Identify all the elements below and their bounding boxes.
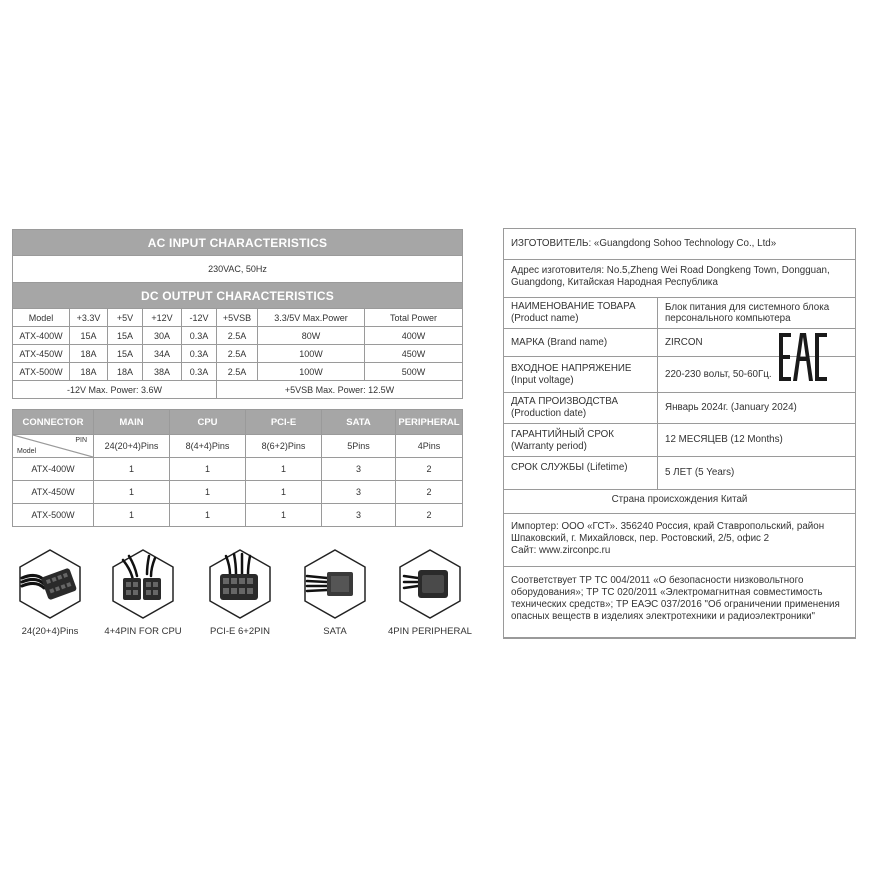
col-cpu: CPU: [170, 410, 246, 435]
pin-model-cell: [13, 435, 94, 458]
dc-cell: 100W: [258, 363, 365, 381]
dc-cell: 34A: [143, 345, 182, 363]
power-spec-table: [12, 229, 463, 399]
main-connector: [5, 548, 95, 637]
connector-cell: 2: [396, 481, 463, 504]
peripheral-connector: [385, 548, 475, 637]
col-main: MAIN: [94, 410, 170, 435]
dc-footer-row: [13, 381, 463, 399]
pcie-connector: [195, 548, 285, 637]
dc-cell: 100W: [258, 345, 365, 363]
cpu-connector: [98, 548, 188, 637]
production-date-row: [504, 393, 855, 424]
dc-cell: 2.5A: [217, 327, 258, 345]
connector-cell: ATX-400W: [13, 458, 94, 481]
col-peripheral: PERIPHERAL: [396, 410, 463, 435]
dc-cell: 15A: [108, 345, 143, 363]
dc-row: [13, 327, 463, 345]
connector-cell: ATX-450W: [13, 481, 94, 504]
product-name-value: Блок питания для системного блока персонального компьютера: [657, 298, 855, 328]
manufacturer-text: ИЗГОТОВИТЕЛЬ: «Guangdong Sohoo Technology Co., Ltd»: [511, 238, 777, 249]
ac-input-value: 230VAC, 50Hz: [13, 256, 463, 283]
dc-col-total-power: Total Power: [365, 309, 463, 327]
connector-cell: 1: [170, 504, 246, 527]
dc-row: [13, 345, 463, 363]
dc-cell: 2.5A: [217, 345, 258, 363]
dc-col-5vsb: +5VSB: [217, 309, 258, 327]
molex-4pin-icon: [396, 548, 464, 620]
ac-input-title: AC INPUT CHARACTERISTICS: [13, 230, 463, 256]
connector-cell: 1: [170, 458, 246, 481]
origin-row: [504, 490, 855, 514]
dc-cell: 0.3A: [182, 363, 217, 381]
model-label: Model: [17, 448, 37, 455]
origin-text: Страна происхождения Китай: [611, 494, 748, 505]
compliance-row: [504, 567, 855, 638]
dc-row: [13, 363, 463, 381]
connector-cell: 1: [246, 504, 322, 527]
connector-cell: 1: [170, 481, 246, 504]
pcie-connector-label: PCI-E 6+2PIN: [210, 626, 270, 637]
connector-row: [13, 504, 463, 527]
pins-sata: 5Pins: [322, 435, 396, 458]
connector-cell: ATX-500W: [13, 504, 94, 527]
5vsb-max-power: +5VSB Max. Power: 12.5W: [217, 381, 463, 399]
brand-label: МАРКА (Brand name): [511, 336, 608, 348]
dc-col-5v: +5V: [108, 309, 143, 327]
connector-cell: 2: [396, 458, 463, 481]
warranty-row: [504, 424, 855, 457]
dc-col-model: Model: [13, 309, 70, 327]
dc-cell: 30A: [143, 327, 182, 345]
connector-cell: 2: [396, 504, 463, 527]
pins-pcie: 8(6+2)Pins: [246, 435, 322, 458]
brand-value: ZIRCON: [657, 329, 855, 356]
connector-cell: 1: [94, 458, 170, 481]
dc-output-title: DC OUTPUT CHARACTERISTICS: [13, 283, 463, 309]
connector-header-row: [13, 410, 463, 435]
pins-peripheral: 4Pins: [396, 435, 463, 458]
voltage-value: 220-230 вольт, 50-60Гц.: [657, 357, 855, 392]
dc-cell: 2.5A: [217, 363, 258, 381]
main-connector-label: 24(20+4)Pins: [21, 626, 79, 637]
warranty-label: ГАРАНТИЙНЫЙ СРОК (Warranty period): [511, 429, 614, 452]
dc-cell: 15A: [70, 327, 108, 345]
connector-cell: 1: [246, 481, 322, 504]
importer-text: Импортер: ООО «ГСТ». 356240 Россия, край Ставропольский, район Шпаковский, г. Михайловск, пер. Ростовский, 2/5, офис 2: [511, 521, 825, 544]
dc-col-max-power: 3.3/5V Max.Power: [258, 309, 365, 327]
connector-cell: 1: [246, 458, 322, 481]
dc-cell: 450W: [365, 345, 463, 363]
product-row: [504, 298, 855, 329]
dc-cell: 18A: [70, 345, 108, 363]
dc-col-12v: +12V: [143, 309, 182, 327]
dc-cell: 400W: [365, 327, 463, 345]
dc-cell: ATX-500W: [13, 363, 70, 381]
dc-col-minus12v: -12V: [182, 309, 217, 327]
production-date-label: ДАТА ПРОИЗВОДСТВА (Production date): [511, 396, 618, 419]
minus12v-max-power: -12V Max. Power: 3.6W: [13, 381, 217, 399]
connector-cell: 3: [322, 458, 396, 481]
connector-row: [13, 458, 463, 481]
lifetime-row: [504, 457, 855, 490]
dc-cell: ATX-400W: [13, 327, 70, 345]
dc-cell: 0.3A: [182, 345, 217, 363]
dc-cell: 18A: [70, 363, 108, 381]
dc-cell: ATX-450W: [13, 345, 70, 363]
pcie-8pin-icon: [206, 548, 274, 620]
lifetime-value: 5 ЛЕТ (5 Years): [657, 457, 855, 489]
dc-cell: 80W: [258, 327, 365, 345]
dc-col-3v3: +3.3V: [70, 309, 108, 327]
connector-cell: 3: [322, 504, 396, 527]
manufacturer-row: [504, 229, 855, 260]
main-24pin-icon: [16, 548, 84, 620]
compliance-text: Соответствует ТР ТС 004/2011 «О безопасности низковольтного оборудования»; ТР ТС 020/2011 «Электромагнитная совместимость технических средств»; ТР ЕАЭС 037/2016 "Об ограничении применения опасных веществ в изделиях электротехники и радиоэлектроники": [511, 575, 840, 622]
sata-icon: [301, 548, 369, 620]
connector-cell: 1: [94, 504, 170, 527]
pins-main: 24(20+4)Pins: [94, 435, 170, 458]
warranty-value: 12 МЕСЯЦЕВ (12 Months): [657, 424, 855, 456]
pins-row: [13, 435, 463, 458]
production-date-value: Январь 2024г. (January 2024): [657, 393, 855, 423]
dc-header-row: [13, 309, 463, 327]
connector-cell: 1: [94, 481, 170, 504]
sata-connector-label: SATA: [323, 626, 347, 637]
eac-logo-icon: [779, 333, 827, 381]
cpu-8pin-icon: [109, 548, 177, 620]
connector-table: [12, 409, 463, 527]
dc-cell: 38A: [143, 363, 182, 381]
address-text: Адрес изготовителя: No.5,Zheng Wei Road Dongkeng Town, Dongguan, Guangdong, Китайская Народная Республика: [511, 265, 830, 288]
connector-cell: 3: [322, 481, 396, 504]
site-text: Сайт: www.zirconpc.ru: [511, 545, 611, 556]
col-connector: CONNECTOR: [13, 410, 94, 435]
voltage-label: ВХОДНОЕ НАПРЯЖЕНИЕ (Input voltage): [511, 363, 632, 386]
dc-cell: 500W: [365, 363, 463, 381]
product-name-label: НАИМЕНОВАНИЕ ТОВАРА (Product name): [511, 301, 636, 324]
cpu-connector-label: 4+4PIN FOR CPU: [104, 626, 182, 637]
dc-cell: 18A: [108, 363, 143, 381]
connector-row: [13, 481, 463, 504]
dc-cell: 0.3A: [182, 327, 217, 345]
peripheral-connector-label: 4PIN PERIPHERAL: [388, 626, 472, 637]
col-pcie: PCI-E: [246, 410, 322, 435]
pin-label: PIN: [75, 437, 87, 444]
address-row: [504, 260, 855, 298]
pins-cpu: 8(4+4)Pins: [170, 435, 246, 458]
col-sata: SATA: [322, 410, 396, 435]
lifetime-label: СРОК СЛУЖБЫ (Lifetime): [511, 462, 628, 473]
sata-connector: [290, 548, 380, 637]
product-info-panel: [503, 228, 856, 639]
importer-row: [504, 514, 855, 567]
dc-cell: 15A: [108, 327, 143, 345]
